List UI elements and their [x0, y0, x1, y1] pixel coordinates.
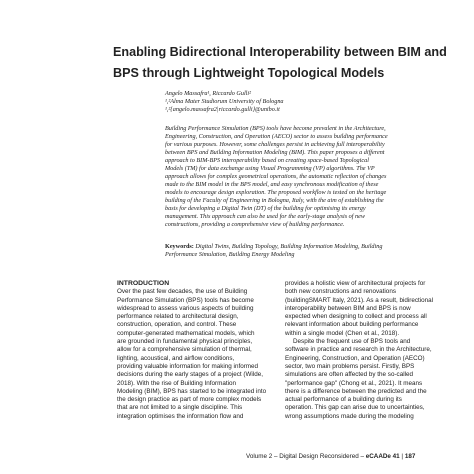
- body-line: provides a holistic view of architectural projects for: [285, 280, 426, 287]
- abstract-line: constructions, providing a comprehensive view of building performance.: [165, 221, 345, 228]
- body-line: interoperability between BIM and BPS is now: [285, 304, 411, 312]
- body-line: Engineering, Construction, and Operation (AECO): [285, 354, 425, 362]
- body-line: providing valuable information for making informed: [117, 362, 259, 370]
- footer-brand: eCAADe 41: [365, 453, 400, 460]
- body-line: lighting, acoustical, and airflow conditions,: [117, 354, 235, 362]
- footer-volume: Volume 2 – Digital Design Reconsidered –: [246, 453, 366, 460]
- body-line: 2018). With the rise of Building Information: [117, 379, 237, 387]
- body-line: Performance Simulation (BPS) tools has become: [117, 296, 254, 304]
- paper-title: [113, 42, 463, 84]
- abstract-line: approach allows for complex geometrical operations, the automatic reflection of changes: [165, 173, 387, 180]
- keywords-label: Keywords:: [165, 243, 194, 250]
- body-line: within a single model (Chen et al., 2018).: [285, 329, 400, 337]
- section-heading: INTRODUCTION: [117, 280, 170, 287]
- abstract-line: between BPS and Building Information Modeling (BIM). This paper proposes a different: [165, 149, 385, 156]
- body-line: "performance gap" (Chong et al., 2021). It means: [285, 379, 423, 387]
- abstract-line: building of the Faculty of Engineering in Bologna, Italy, with the aim of establishing the: [165, 197, 384, 204]
- abstract-line: models to encourage design exploration. The proposed workflow is tested on the heritage: [165, 189, 387, 196]
- abstract-line: basis for developing a Digital Twin (DT) of the building for optimising its energy: [165, 205, 366, 212]
- body-line: both new constructions and renovations: [285, 288, 396, 296]
- abstract-line: made to the BIM model in the BPS model, and easy synchronous modification of these: [165, 181, 379, 188]
- body-line: (buildingSMART Italy, 2021). As a result, bidirectional: [285, 296, 434, 304]
- page-footer: [246, 453, 466, 460]
- body-line: expected when designing to collect and process all: [285, 313, 427, 321]
- body-line: widespread to assess various aspects of building: [117, 304, 254, 312]
- keywords-line: [165, 243, 453, 251]
- body-line: decisions during the early stages of a project (Wilde,: [117, 371, 263, 379]
- body-line: are grounded in fundamental physical principles,: [117, 338, 253, 346]
- right-column: [285, 280, 447, 421]
- body-line: Despite the frequent use of BPS tools and: [293, 338, 411, 346]
- body-line: Modeling (BIM), BPS has started to be integrated into: [117, 387, 267, 395]
- body-line: wrong assumptions made during the modeling: [285, 412, 414, 420]
- abstract-line: management. This approach can also be used for the early-stage analysis of new: [165, 213, 365, 220]
- body-line: relevant information about building performance: [285, 321, 419, 329]
- abstract-line: Engineering, Construction, and Operation (AECO) sector to assess building performance: [165, 133, 388, 140]
- title-line: Enabling Bidirectional Interoperability between BIM and: [113, 45, 447, 59]
- footer-separator: |: [399, 453, 405, 460]
- body-line: computer-generated mathematical models, which: [117, 329, 255, 337]
- left-column: [117, 280, 279, 421]
- abstract-line: Building Performance Simulation (BPS) tools have become prevalent in the Architecture,: [165, 125, 386, 132]
- body-line: operation. This gap can arise due to uncertainties,: [285, 404, 425, 412]
- body-line: there is a difference between the predicted and the: [285, 387, 427, 395]
- body-line: that are not limited to a single discipline. This: [117, 404, 243, 412]
- author-affiliation: ¹,²Alma Mater Studiorum University of Bologna: [165, 98, 284, 105]
- abstract: [165, 125, 453, 229]
- page-number: 187: [404, 453, 416, 460]
- body-line: sector, two main problems persist. Firstly, BPS: [285, 362, 415, 370]
- abstract-line: Models (TM) for data exchange using Visual Programming (VP) algorithms. The VP: [165, 165, 375, 172]
- keywords-line: Performance Simulation, Building Energy Modeling: [165, 251, 295, 258]
- keywords-text: Digital Twins, Building Topology, Building Information Modeling, Building: [193, 243, 383, 250]
- body-line: construction, operation, and control. These: [117, 321, 237, 329]
- author-names: Angelo Massafra¹, Riccardo Gulli²: [165, 90, 251, 97]
- author-emails: ¹,²{angelo.massafra2|riccardo.gulli}@unibo.it: [165, 106, 280, 113]
- body-line: simulations are often affected by the so-called: [285, 371, 413, 379]
- abstract-line: for various purposes. However, some challenges persist in achieving full interoperability: [165, 141, 385, 148]
- keywords: [165, 243, 453, 259]
- body-line: software in practice and research in the Architecture,: [285, 346, 432, 354]
- body-line: the design practice as part of more complex models: [117, 396, 262, 404]
- author-block: [165, 90, 445, 114]
- body-line: actual performance of a building during its: [285, 396, 402, 404]
- body-line: Over the past few decades, the use of Building: [117, 288, 248, 296]
- abstract-line: approach to BIM-BPS interoperability based on creating space-based Topological: [165, 157, 369, 164]
- title-line: BPS through Lightweight Topological Models: [113, 66, 385, 80]
- body-line: allow for a comprehensive simulation of thermal,: [117, 346, 252, 354]
- body-line: performance related to architectural design,: [117, 313, 239, 321]
- body-line: integration optimises the information flow and: [117, 412, 244, 420]
